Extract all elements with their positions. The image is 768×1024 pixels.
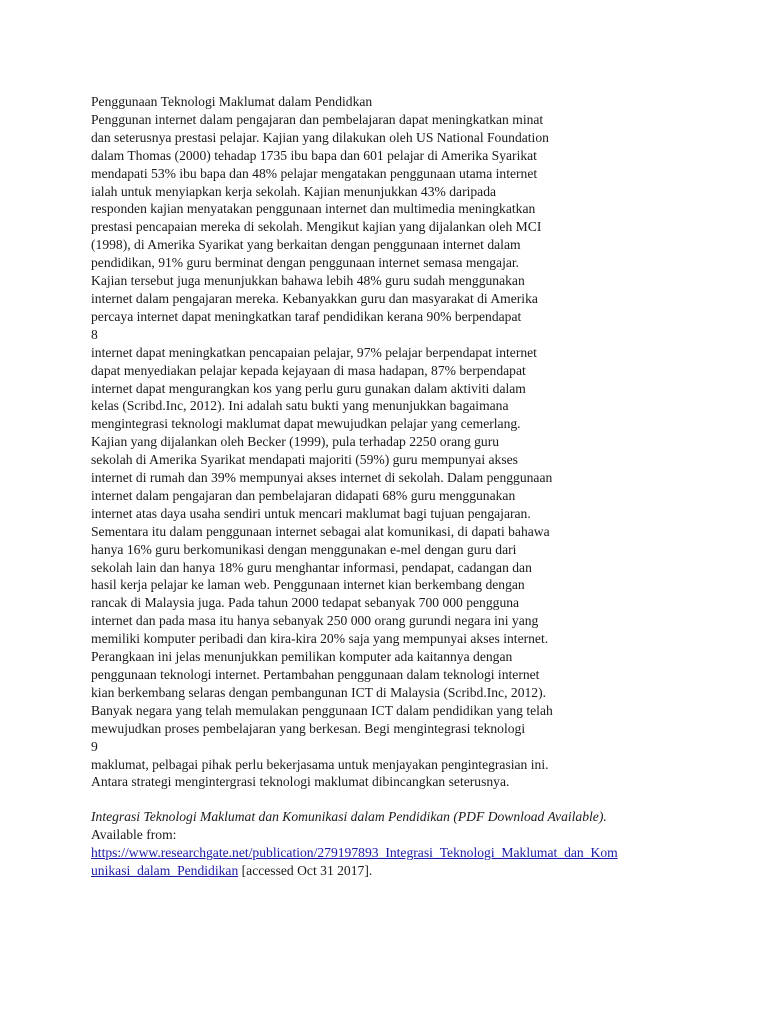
body-line: Penggunan internet dalam pengajaran dan pembelajaran dapat meningkatkan minat: [91, 111, 544, 127]
body-line: dan seterusnya prestasi pelajar. Kajian yang dilakukan oleh US National Foundation: [91, 129, 549, 145]
body-line: prestasi pencapaian mereka di sekolah. Mengikut kajian yang dijalankan oleh MCI: [91, 219, 542, 235]
body-line: hanya 16% guru berkomunikasi dengan menggunakan e-mel dengan guru dari: [91, 541, 517, 557]
body-line: internet dapat mengurangkan kos yang perlu guru gunakan dalam aktiviti dalam: [91, 380, 526, 396]
body-line: dapat menyediakan pelajar kepada kejayaan di masa hadapan, 87% berpendapat: [91, 362, 526, 378]
body-line: Kajian yang dijalankan oleh Becker (1999), pula terhadap 2250 orang guru: [91, 434, 500, 450]
citation-block: [91, 808, 691, 880]
citation-source-line: [91, 808, 691, 826]
body-line: maklumat, pelbagai pihak perlu bekerjasama untuk menjayakan pengintegrasian ini.: [91, 756, 549, 772]
body-line: ialah untuk menyiapkan kerja sekolah. Kajian menunjukkan 43% daripada: [91, 183, 497, 199]
body-line: internet dan pada masa itu hanya sebanyak 250 000 orang gurundi negara ini yang: [91, 613, 539, 629]
body-line: internet dalam pengajaran mereka. Kebanyakkan guru dan masyarakat di Amerika: [91, 290, 538, 306]
body-line: Banyak negara yang telah memulakan penggunaan ICT dalam pendidikan yang telah: [91, 702, 553, 718]
document-page: [91, 93, 691, 880]
document-title: Penggunaan Teknologi Maklumat dalam Pendidkan: [91, 94, 373, 109]
citation-source-title: Integrasi Teknologi Maklumat dan Komunikasi dalam Pendidikan (PDF Download Available).: [91, 809, 607, 825]
body-line: rancak di Malaysia juga. Pada tahun 2000 tedapat sebanyak 700 000 pengguna: [91, 595, 520, 611]
body-line: Perangkaan ini jelas menunjukkan pemilikan komputer ada kaitannya dengan: [91, 649, 513, 665]
body-line: internet atas daya usaha sendiri untuk mencari maklumat bagi tujuan pengajaran.: [91, 505, 531, 521]
page-number: 9: [91, 738, 98, 754]
citation-available-label: Available from:: [91, 827, 177, 843]
body-line: kelas (Scribd.Inc, 2012). Ini adalah satu bukti yang menunjukkan bagaimana: [91, 398, 509, 414]
citation-link-part-2[interactable]: unikasi_dalam_Pendidikan: [91, 863, 239, 879]
citation-url-line-1: [91, 844, 691, 862]
body-line: pendidikan, 91% guru berminat dengan penggunaan internet semasa mengajar.: [91, 255, 520, 271]
body-line: internet dapat meningkatkan pencapaian pelajar, 97% pelajar berpendapat internet: [91, 344, 537, 360]
body-line: percaya internet dapat meningkatkan taraf pendidikan kerana 90% berpendapat: [91, 308, 522, 324]
body-line: dalam Thomas (2000) tehadap 1735 ibu bapa dan 601 pelajar di Amerika Syarikat: [91, 147, 537, 163]
body-line: sekolah di Amerika Syarikat mendapati majoriti (59%) guru mempunyai akses: [91, 452, 518, 468]
body-line: internet di rumah dan 39% mempunyai akses internet di sekolah. Dalam penggunaan: [91, 470, 553, 486]
body-line: Kajian tersebut juga menunjukkan bahawa lebih 48% guru sudah menggunakan: [91, 273, 525, 289]
body-line: hasil kerja pelajar ke laman web. Penggunaan internet kian berkembang dengan: [91, 577, 525, 593]
body-line: kian berkembang selaras dengan pembangunan ICT di Malaysia (Scribd.Inc, 2012).: [91, 684, 547, 700]
body-line: penggunaan teknologi internet. Pertambahan penggunaan dalam teknologi internet: [91, 667, 540, 682]
body-line: mendapati 53% ibu bapa dan 48% pelajar mengatakan penggunaan utama internet: [91, 165, 538, 181]
body-line: memiliki komputer peribadi dan kira-kira 20% saja yang mempunyai akses internet.: [91, 631, 549, 647]
body-line: mengintegrasi teknologi maklumat dapat mewujudkan pelajar yang cemerlang.: [91, 416, 521, 432]
body-line: sekolah lain dan hanya 18% guru menghantar informasi, pendapat, cadangan dan: [91, 559, 532, 575]
document-body: [91, 93, 691, 791]
page-number: 8: [91, 326, 98, 342]
citation-url-line-2: [91, 862, 691, 880]
citation-link-part-1[interactable]: https://www.researchgate.net/publication/279197893_Integrasi_Teknologi_Maklumat_dan_Kom: [91, 845, 618, 861]
body-line: Sementara itu dalam penggunaan internet sebagai alat komunikasi, di dapati bahawa: [91, 523, 550, 539]
citation-accessed-date: [accessed Oct 31 2017].: [238, 863, 373, 879]
body-line: internet dalam pengajaran dan pembelajaran didapati 68% guru menggunakan: [91, 487, 516, 503]
body-line: mewujudkan proses pembelajaran yang berkesan. Begi mengintegrasi teknologi: [91, 720, 526, 736]
body-line: responden kajian menyatakan penggunaan internet dan multimedia meningkatkan: [91, 201, 536, 217]
body-line: Antara strategi mengintergrasi teknologi maklumat dibincangkan seterusnya.: [91, 774, 510, 790]
body-line: (1998), di Amerika Syarikat yang berkaitan dengan penggunaan internet dalam: [91, 237, 521, 253]
